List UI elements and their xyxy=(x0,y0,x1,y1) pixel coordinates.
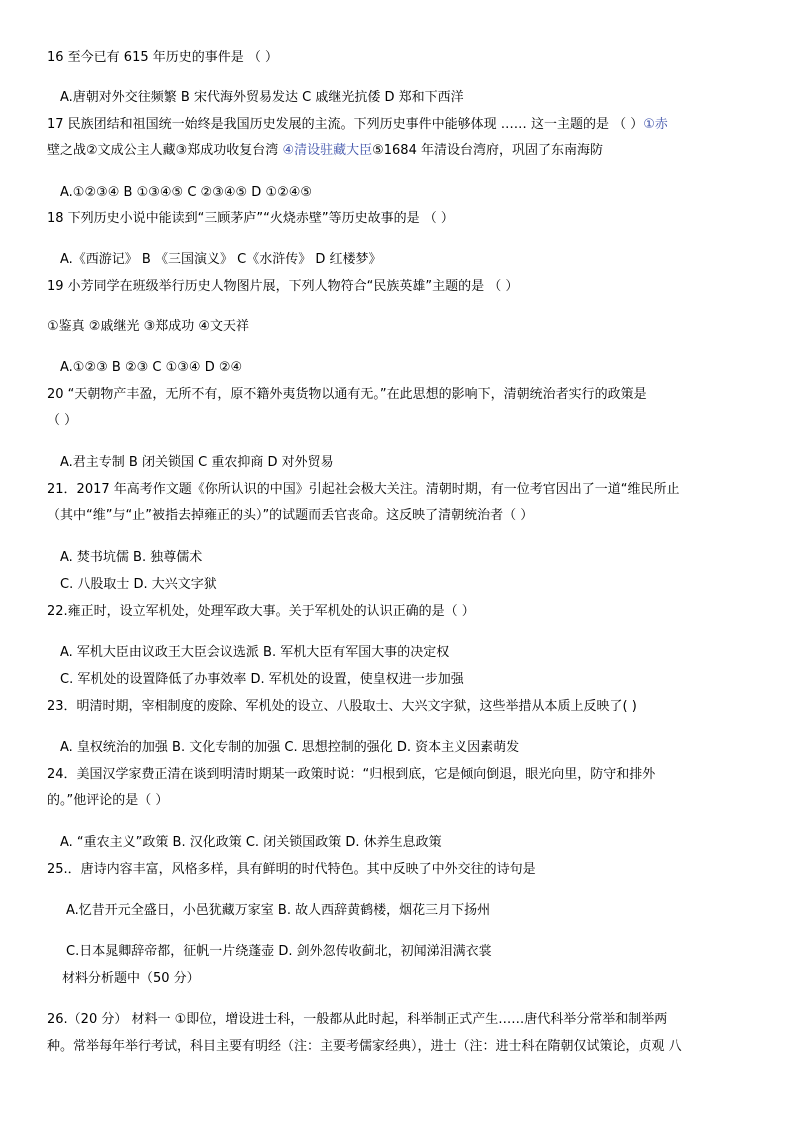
question-26-line2: 种。常举每年举行考试，科目主要有明经（注：主要考儒家经典），进士（注：进士科在隋朝仅试策论，贞观 八 xyxy=(47,1039,682,1054)
question-22-options-2: C. 军机处的设置降低了办事效率 D. 军机处的设置，使皇权进一步加强 xyxy=(60,672,464,687)
question-19-options: A.①②③ B ②③ C ①③④ D ②④ xyxy=(60,360,243,375)
question-25: 25.．唐诗内容丰富，风格多样，具有鲜明的时代特色。其中反映了中外交往的诗句是 xyxy=(47,862,536,877)
question-21-options-2: C. 八股取士 D. 大兴文字狱 xyxy=(60,577,217,592)
question-19: 19 小芳同学在班级举行历史人物图片展，下列人物符合“民族英雄”主题的是 （ ） xyxy=(47,279,519,294)
question-18-options: A.《西游记》 B 《三国演义》 C《水浒传》 D 红楼梦》 xyxy=(60,252,382,267)
question-20-line1: 20 “天朝物产丰盈，无所不有，原不籍外夷货物以通有无。”在此思想的影响下，清朝统治者实行的政策是 xyxy=(47,387,647,402)
question-23: 23．明清时期，宰相制度的废除、军机处的设立、八股取士、大兴文字狱，这些举措从本质上反映了( ) xyxy=(47,699,637,714)
question-20-line2: （ ） xyxy=(47,413,78,428)
question-21-options-1: A. 焚书坑儒 B. 独尊儒术 xyxy=(60,550,203,565)
question-16: 16 至今已有 615 年历史的事件是 （ ） xyxy=(47,50,279,65)
question-22-options-1: A. 军机大臣由议政王大臣会议选派 B. 军机大臣有军国大事的决定权 xyxy=(60,645,450,660)
question-25-options-2: C.日本晁卿辞帝都，征帆一片绕蓬壶 D. 剑外忽传收蓟北，初闻涕泪满衣裳 xyxy=(66,944,492,959)
question-25-options-1: A.忆昔开元全盛日，小邑犹藏万家室 B. 故人西辞黄鹤楼，烟花三月下扬州 xyxy=(66,903,491,918)
question-17-options: A.①②③④ B ①③④⑤ C ②③④⑤ D ①②④⑤ xyxy=(60,185,313,200)
question-20-options: A.君主专制 B 闭关锁国 C 重农抑商 D 对外贸易 xyxy=(60,455,334,470)
question-17-text2: 壁之战②文成公主人藏③郑成功收复台湾 xyxy=(47,143,283,158)
question-22: 22.雍正时，设立军机处，处理军政大事。关于军机处的认识正确的是（ ） xyxy=(47,604,475,619)
question-17-highlight2: ④清设驻藏大臣 xyxy=(282,143,373,158)
question-17-rest: ⑤1684 年清设台湾府，巩固了东南海防 xyxy=(372,143,603,158)
question-21-line2: （其中“维”与“止”被指去掉雍正的头）”的试题而丢官丧命。这反映了清朝统治者（ ） xyxy=(47,508,534,523)
question-24-options: A. “重农主义”政策 B. 汉化政策 C. 闭关锁国政策 D. 休养生息政策 xyxy=(60,835,442,850)
question-17-line2 xyxy=(47,142,603,160)
question-24-line1: 24．美国汉学家费正清在谈到明清时期某一政策时说：“归根到底，它是倾向倒退，眼光向里，防守和排外 xyxy=(47,767,656,782)
question-16-options: A.唐朝对外交往频繁 B 宋代海外贸易发达 C 戚继光抗倭 D 郑和下西洋 xyxy=(60,90,464,105)
question-26-line1: 26.（20 分） 材料一 ①即位，增设进士科，一般都从此时起，科举制正式产生……唐代科举分常举和制举两 xyxy=(47,1012,668,1027)
question-24-line2: 的。”他评论的是（ ） xyxy=(47,793,169,808)
question-21-line1: 21．2017 年高考作文题《你所认识的中国》引起社会极大关注。清朝时期，有一位考官因出了一道“维民所止 xyxy=(47,482,680,497)
question-23-options: A. 皇权统治的加强 B. 文化专制的加强 C. 思想控制的强化 D. 资本主义因素萌发 xyxy=(60,740,520,755)
question-17-highlight: ①赤 xyxy=(643,117,668,132)
question-17-text: 17 民族团结和祖国统一始终是我国历史发展的主流。下列历史事件中能够体现 …… 这一主题的是 （ ） xyxy=(47,117,644,132)
question-18: 18 下列历史小说中能读到“三顾茅庐”“火烧赤壁”等历史故事的是 （ ） xyxy=(47,211,454,226)
question-17-line1 xyxy=(47,116,668,134)
section-heading: 材料分析题中（50 分） xyxy=(62,971,200,986)
question-19-list: ①鉴真 ②戚继光 ③郑成功 ④文天祥 xyxy=(47,319,250,334)
